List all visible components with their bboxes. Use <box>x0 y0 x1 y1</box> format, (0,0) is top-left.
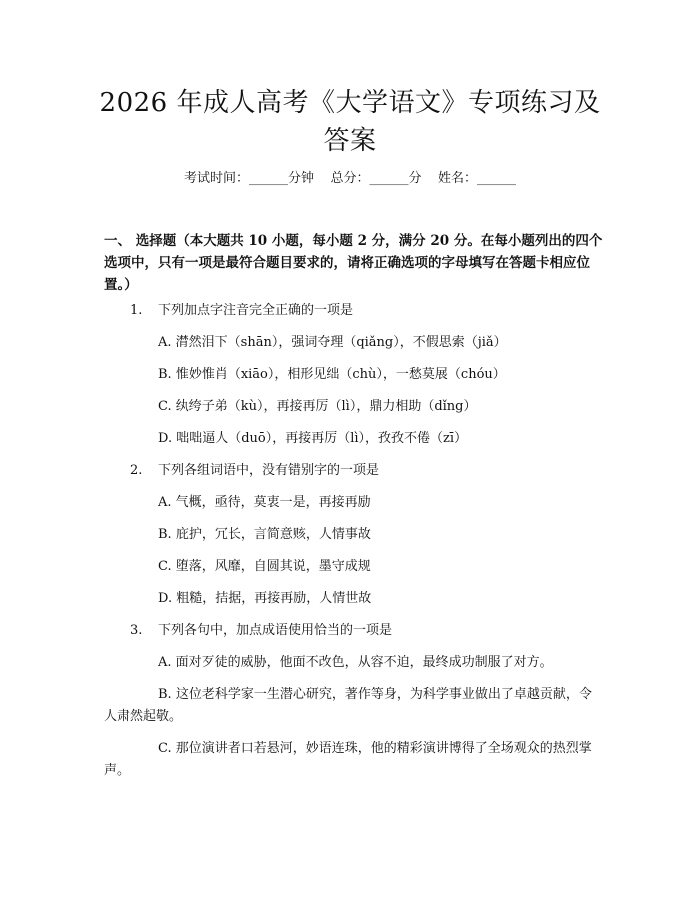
option-1a: A. 潸然泪下（shān），强词夺理（qiǎng），不假思索（jiǎ） <box>158 335 507 350</box>
option-2b: B. 庇护，冗长，言简意赅，人情事故 <box>158 527 371 542</box>
section-header: 一、 选择题（本大题共 10 小题，每小题 2 分，满分 20 分。在每小题列出的四个选项中，只有一项是最符合题目要求的，请将正确选项的字母填写在答题卡相应位置。） <box>104 233 603 293</box>
question-3 <box>130 622 392 640</box>
option-2a: A. 气概，亟待，莫衷一是，再接再励 <box>158 495 371 510</box>
question-number: 1. <box>130 303 143 318</box>
question-number: 2. <box>130 463 143 478</box>
question-stem: 下列各组词语中，没有错别字的一项是 <box>158 463 380 478</box>
exam-info-line: 考试时间：______分钟 总分：______分 姓名：______ <box>183 171 517 186</box>
option-3b: B. 这位老科学家一生潜心研究，著作等身，为科学事业做出了卓越贡献，令人肃然起敬。 <box>104 687 592 724</box>
option-3c: C. 那位演讲者口若悬河，妙语连珠，他的精彩演讲博得了全场观众的热烈掌声。 <box>104 741 592 778</box>
option-1b: B. 惟妙惟肖（xiāo），相形见绌（chù），一愁莫展（chóu） <box>158 367 506 382</box>
question-stem: 下列各句中，加点成语使用恰当的一项是 <box>158 623 393 638</box>
question-stem: 下列加点字注音完全正确的一项是 <box>158 303 354 318</box>
option-2d: D. 粗糙，拮据，再接再励，人情世故 <box>158 591 372 606</box>
option-1c: C. 纨绔子弟（kù），再接再厉（lì），鼎力相助（dǐng） <box>158 399 477 414</box>
question-1 <box>130 302 353 320</box>
option-1d: D. 咄咄逼人（duō），再接再厉（lì），孜孜不倦（zī） <box>158 431 468 446</box>
option-3a: A. 面对歹徒的威胁，他面不改色，从容不迫，最终成功制服了对方。 <box>158 655 553 670</box>
question-number: 3. <box>130 623 143 638</box>
option-2c: C. 堕落，风靡，自圆其说，墨守成规 <box>158 559 371 574</box>
document-title: 2026 年成人高考《大学语文》专项练习及答案 <box>99 88 601 156</box>
question-2 <box>130 462 379 480</box>
